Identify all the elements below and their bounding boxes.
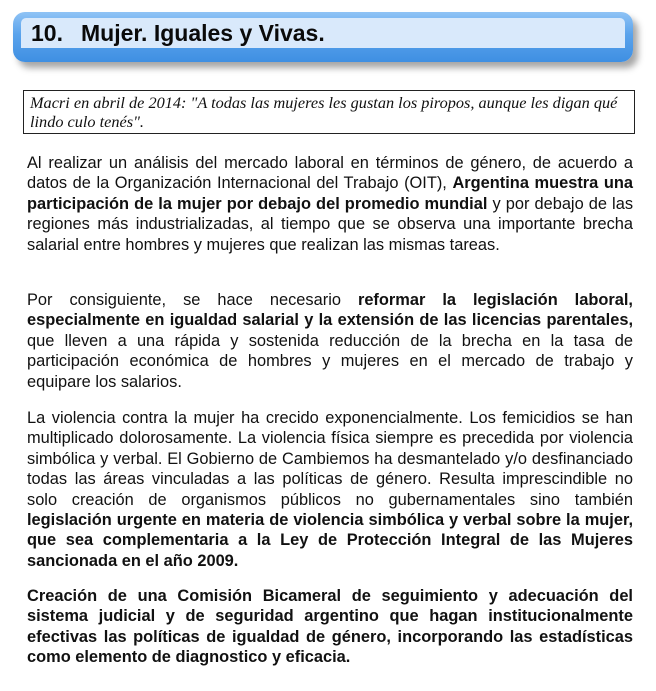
paragraph-bold-text: Creación de una Comisión Bicameral de seguimiento y adecuación del sistema judicial y de seguridad argentino que hagan institucionalmente efectivas las políticas de igualdad de género, incorporando las estadísticas como elemento de diagnostico y eficacia. bbox=[27, 587, 633, 667]
paragraph-violence bbox=[27, 408, 633, 571]
section-header bbox=[13, 12, 633, 62]
paragraph-text: Al realizar un análisis del mercado laboral en términos de género, de acuerdo a datos de la Organización Internacional del Trabajo (OIT), bbox=[27, 154, 633, 193]
paragraph-bold-text: reformar la legislación laboral, especialmente en igualdad salarial y la extensión de las licencias parentales, bbox=[27, 291, 633, 330]
section-header-inner bbox=[21, 18, 625, 48]
paragraph-text: La violencia contra la mujer ha crecido exponencialmente. Los femicidios se han multiplicado dolorosamente. La violencia física siempre es precedida por violencia simbólica y verbal. El Gobierno de Cambiemos ha desmantelado y/o desfinanciado todas las áreas vinculadas a las políticas de género. Resulta imprescindible no solo creación de organismos públicos no gubernamentales sino también bbox=[27, 409, 633, 509]
section-number: 10. bbox=[31, 19, 63, 46]
paragraph-labor-market bbox=[27, 153, 633, 255]
paragraph-text: Por consiguiente, se hace necesario bbox=[27, 291, 358, 309]
paragraph-legal-reform bbox=[27, 290, 633, 392]
paragraph-bold-text: legislación urgente en materia de violencia simbólica y verbal sobre la mujer, que sea complementaria a la Ley de Protección Integral de las Mujeres sancionada en el año 2009. bbox=[27, 511, 633, 570]
paragraph-bold-text: Argentina muestra una participación de la mujer por debajo del promedio mundial bbox=[27, 174, 633, 213]
quote-box: Macri en abril de 2014: "A todas las mujeres les gustan los piropos, aunque les digan qué lindo culo tenés". bbox=[23, 90, 635, 134]
paragraph-text: que lleven a una rápida y sostenida reducción de la brecha en la tasa de participación económica de hombres y mujeres en el mercado de trabajo y equipare los salarios. bbox=[27, 331, 633, 391]
paragraph-text: y por debajo de las regiones más industrializadas, al tiempo que se observa una importante brecha salarial entre hombres y mujeres que realizan las mismas tareas. bbox=[27, 194, 634, 254]
paragraph-commission bbox=[27, 586, 633, 668]
section-title: Mujer. Iguales y Vivas. bbox=[80, 19, 325, 46]
